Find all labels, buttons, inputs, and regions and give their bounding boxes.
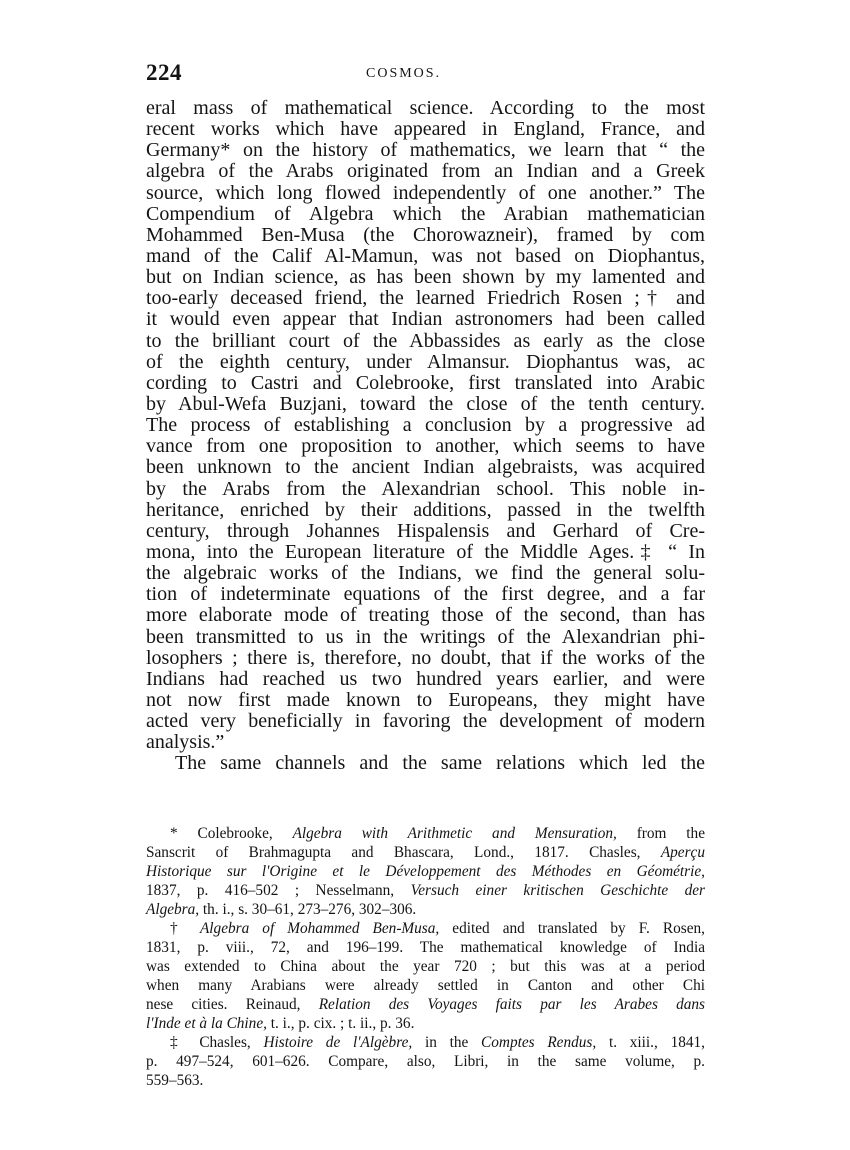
footnote-text: in the: [412, 1034, 482, 1051]
footnote-title: Histoire de l'Algèbre,: [263, 1034, 413, 1051]
footnote-text: edited and translated by F. Rosen,: [439, 920, 705, 937]
text-line: century, through Johannes Hispalensis and Gerhard of Cre-: [146, 519, 705, 542]
text-line: Indians had reached us two hundred years earlier, and were: [146, 667, 705, 690]
footnotes: [146, 824, 705, 1090]
footnote-title: Versuch einer kritischen Geschichte der: [410, 882, 705, 899]
footnote-text: 1837, p. 416–502 ; Nesselmann,: [146, 882, 411, 899]
running-head: COSMOS.: [366, 66, 442, 81]
footnote-text: ‡ Chasles,: [170, 1034, 264, 1051]
text-line: too-early deceased friend, the learned Friedrich Rosen ;† and: [146, 287, 705, 310]
footnote-title: Comptes Rendus,: [481, 1034, 597, 1051]
footnote-text: †: [170, 920, 200, 937]
footnote-title: Aperçu: [660, 844, 705, 861]
text-line: been unknown to the ancient Indian algebraists, was acquired: [146, 456, 705, 479]
footnote-title: Algebra with Arithmetic and Mensuration,: [292, 825, 617, 842]
footnote-text: t. i., p. cix. ; t. ii., p. 36.: [266, 1015, 415, 1032]
footnote-title: Historique sur l'Origine et le Développement des Méthodes en Géométrie,: [146, 863, 705, 880]
footnote-1-line: [146, 824, 705, 843]
footnote-3-line: p. 497–524, 601–626. Compare, also, Libri, in the same volume, p.: [146, 1053, 705, 1070]
footnote-3-line: 559–563.: [146, 1072, 204, 1089]
text-line: mona, into the European literature of the Middle Ages.‡ “ In: [146, 540, 705, 563]
footnote-title: Algebra,: [146, 901, 200, 918]
text-line: vance from one proposition to another, which seems to have: [146, 435, 705, 458]
text-line: The process of establishing a conclusion by a progressive ad: [146, 414, 705, 437]
page-header: [146, 60, 706, 90]
footnote-text: from the: [616, 825, 705, 842]
text-line: Compendium of Algebra which the Arabian mathematician: [146, 202, 705, 225]
text-line: by Abul-Wefa Buzjani, toward the close of the tenth century.: [146, 392, 705, 415]
footnote-title: l'Inde et à la Chine,: [146, 1015, 267, 1032]
footnote-title: Algebra of Mohammed Ben-Musa,: [199, 920, 440, 937]
text-line: Mohammed Ben-Musa (the Chorowazneir), framed by com: [146, 223, 705, 246]
text-line: to the brilliant court of the Abbassides as early as the close: [146, 329, 705, 352]
footnote-2-line: [146, 919, 705, 938]
footnote-2-line: [146, 1014, 705, 1033]
footnote-text: th. i., s. 30–61, 273–276, 302–306.: [199, 901, 417, 918]
text-line: acted very beneficially in favoring the development of modern: [146, 710, 705, 733]
footnote-1-line: [146, 843, 705, 862]
text-line: The same channels and the same relations which led the: [175, 752, 705, 775]
footnote-2-line: was extended to China about the year 720 ; but this was at a period: [146, 958, 705, 975]
footnote-2-line: 1831, p. viii., 72, and 196–199. The mathematical knowledge of India: [146, 939, 705, 956]
footnote-text: * Colebrooke,: [170, 825, 293, 842]
footnote-1-line: [146, 881, 705, 900]
text-line: by the Arabs from the Alexandrian school. This noble in-: [146, 477, 705, 500]
footnote-1-line: [146, 862, 705, 881]
footnote-2-line: [146, 995, 705, 1014]
page-number: 224: [146, 60, 182, 85]
text-line: eral mass of mathematical science. According to the most: [146, 97, 705, 119]
text-line: tion of indeterminate equations of the first degree, and a far: [146, 583, 705, 606]
body-text: [146, 98, 705, 775]
footnote-1-line: [146, 900, 705, 919]
footnote-3-line: [146, 1033, 705, 1052]
footnote-2-line: when many Arabians were already settled in Canton and other Chi: [146, 977, 705, 994]
text-line: algebra of the Arabs originated from an Indian and a Greek: [146, 160, 705, 183]
text-line: mand of the Calif Al-Mamun, was not based on Diophantus,: [146, 244, 705, 267]
text-line: heritance, enriched by their additions, passed in the twelfth: [146, 498, 705, 521]
text-line: of the eighth century, under Almansur. Diophantus was, ac: [146, 350, 705, 373]
footnote-text: Sanscrit of Brahmagupta and Bhascara, Lond., 1817. Chasles,: [146, 844, 661, 861]
text-line: not now first made known to Europeans, they might have: [146, 688, 705, 711]
text-line: Germany* on the history of mathematics, we learn that “ the: [146, 139, 705, 162]
text-line: it would even appear that Indian astronomers had been called: [146, 308, 705, 331]
text-line: more elaborate mode of treating those of the second, than has: [146, 604, 705, 627]
footnote-text: t. xiii., 1841,: [596, 1034, 705, 1051]
text-line: been transmitted to us in the writings of the Alexandrian phi-: [146, 625, 705, 648]
text-line: but on Indian science, as has been shown by my lamented and: [146, 266, 705, 289]
footnote-text: nese cities. Reinaud,: [146, 996, 319, 1013]
footnote-title: Relation des Voyages faits par les Arabes dans: [318, 996, 706, 1013]
text-line: the algebraic works of the Indians, we find the general solu-: [146, 562, 705, 585]
text-line: losophers ; there is, therefore, no doubt, that if the works of the: [146, 646, 705, 669]
text-line: cording to Castri and Colebrooke, first translated into Arabic: [146, 371, 705, 394]
text-line: source, which long flowed independently of one another.” The: [146, 181, 705, 204]
text-line: recent works which have appeared in England, France, and: [146, 118, 705, 141]
text-line: analysis.”: [146, 731, 225, 754]
